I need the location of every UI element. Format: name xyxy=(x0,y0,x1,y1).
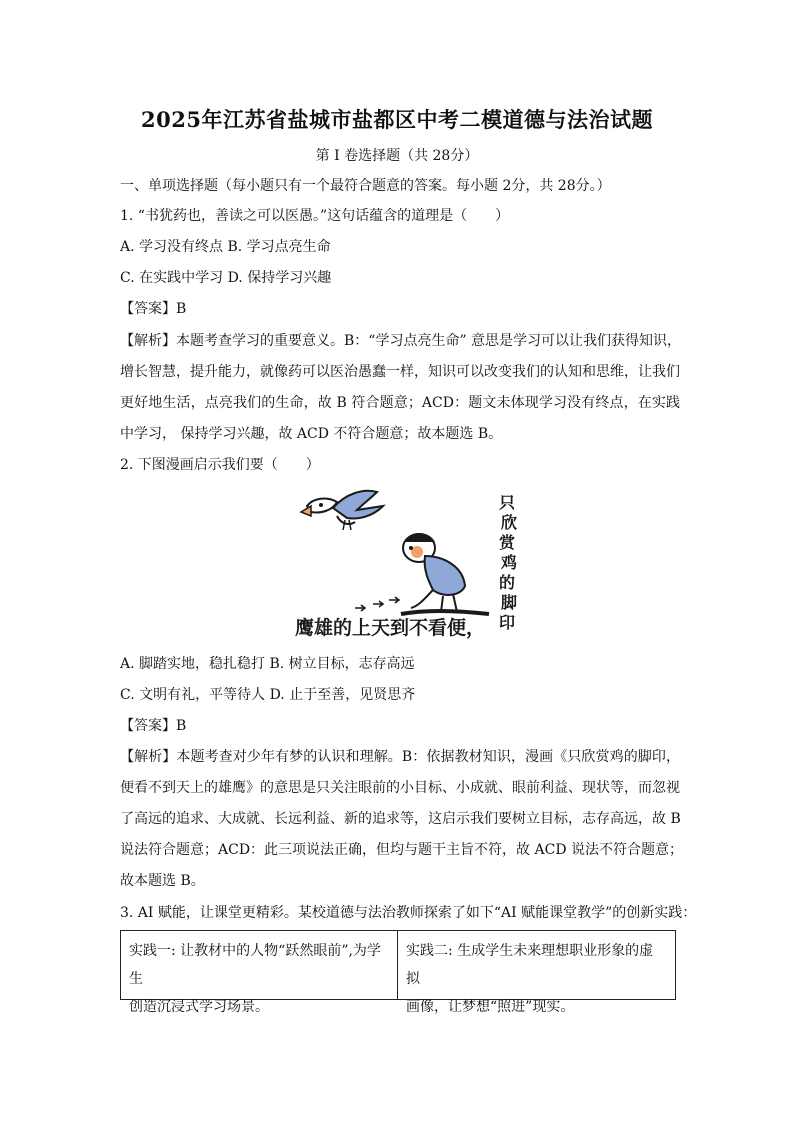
practice-two-cell xyxy=(398,931,675,1015)
q1-analysis-line: 中学习， 保持学习兴趣，故 ACD 不符合题意；故本题选 B。 xyxy=(120,426,503,442)
q1-stem: 1. “书犹药也，善读之可以医愚。”这句话蕴含的道理是（ ） xyxy=(120,208,510,224)
practice-table xyxy=(120,930,676,1015)
practice-one-line: 创造沉浸式学习场景。 xyxy=(129,999,269,1015)
q3-stem: 3. AI 赋能，让课堂更精彩。某校道德与法治教师探索了如下“AI 赋能课堂教学”的创新实践： xyxy=(120,905,697,921)
comic-caption-char: 的 xyxy=(499,573,516,592)
q1-answer: 【答案】B xyxy=(120,301,187,317)
q1-options-ab: A. 学习没有终点 B. 学习点亮生命 xyxy=(120,239,331,255)
q2-analysis-line: 故本题选 B。 xyxy=(120,873,205,889)
q2-analysis-line: 便看不到天上的雄鹰》的意思是只关注眼前的小目标、小成就、眼前利益、现状等，而忽视 xyxy=(120,780,680,796)
comic-caption-char: 只 xyxy=(499,493,516,512)
eagle-drawing xyxy=(301,491,383,530)
q2-analysis-line: 说法符合题意；ACD：此三项说法正确，但均与题干主旨不符，故 ACD 说法不符合题意； xyxy=(120,842,683,858)
practice-two-line: 画像，让梦想“照进”现实。 xyxy=(406,999,575,1015)
section-subtitle: 第 I 卷选择题（共 28分） xyxy=(315,148,479,164)
q1-options-cd: C. 在实践中学习 D. 保持学习兴趣 xyxy=(120,270,332,286)
q1-analysis-line: 【解析】本题考查学习的重要意义。B：“学习点亮生命” 意思是学习可以让我们获得知识， xyxy=(120,333,682,349)
comic-bottom-caption: 鹰雄的上天到不看便， xyxy=(295,617,486,639)
comic-caption-char: 印 xyxy=(499,613,516,632)
q2-analysis-line: 了高远的追求、大成就、长远利益、新的追求等，这启示我们要树立目标，志存高远，故 B xyxy=(120,811,681,827)
comic-caption-char: 欣 xyxy=(501,513,518,532)
footprint-arrows xyxy=(355,597,399,611)
q1-analysis-line: 更好地生活，点亮我们的生命，故 B 符合题意；ACD：题文未体现学习没有终点，在实践 xyxy=(120,395,680,411)
practice-one-cell xyxy=(121,931,398,1015)
comic-illustration xyxy=(293,486,525,646)
section-header: 一、单项选择题（每小题只有一个最符合题意的答案。每小题 2分，共 28分。） xyxy=(120,178,611,194)
q2-analysis-line: 【解析】本题考查对少年有梦的认识和理解。B：依据教材知识，漫画《只欣赏鸡的脚印， xyxy=(120,749,680,765)
q1-analysis-line: 增长智慧，提升能力，就像药可以医治愚蠢一样，知识可以改变我们的认知和思维，让我们 xyxy=(120,364,680,380)
comic-caption-char: 脚 xyxy=(501,593,518,612)
q2-stem: 2. 下图漫画启示我们要（ ） xyxy=(120,457,320,473)
practice-two-line: 实践二: 生成学生未来理想职业形象的虚拟 xyxy=(406,943,654,987)
comic-vertical-caption xyxy=(499,493,517,632)
comic-caption-char: 赏 xyxy=(499,533,516,552)
document-title: 2025年江苏省盐城市盐都区中考二模道德与法治试题 xyxy=(141,107,653,132)
practice-one-line: 实践一: 让教材中的人物“跃然眼前”,为学生 xyxy=(129,943,381,987)
comic-caption-char: 鸡 xyxy=(501,553,518,572)
q2-answer: 【答案】B xyxy=(120,718,187,734)
q2-options-ab: A. 脚踏实地，稳扎稳打 B. 树立目标，志存高远 xyxy=(120,656,415,672)
q2-options-cd: C. 文明有礼，平等待人 D. 止于至善，见贤思齐 xyxy=(120,687,416,703)
man-drawing xyxy=(401,533,489,614)
